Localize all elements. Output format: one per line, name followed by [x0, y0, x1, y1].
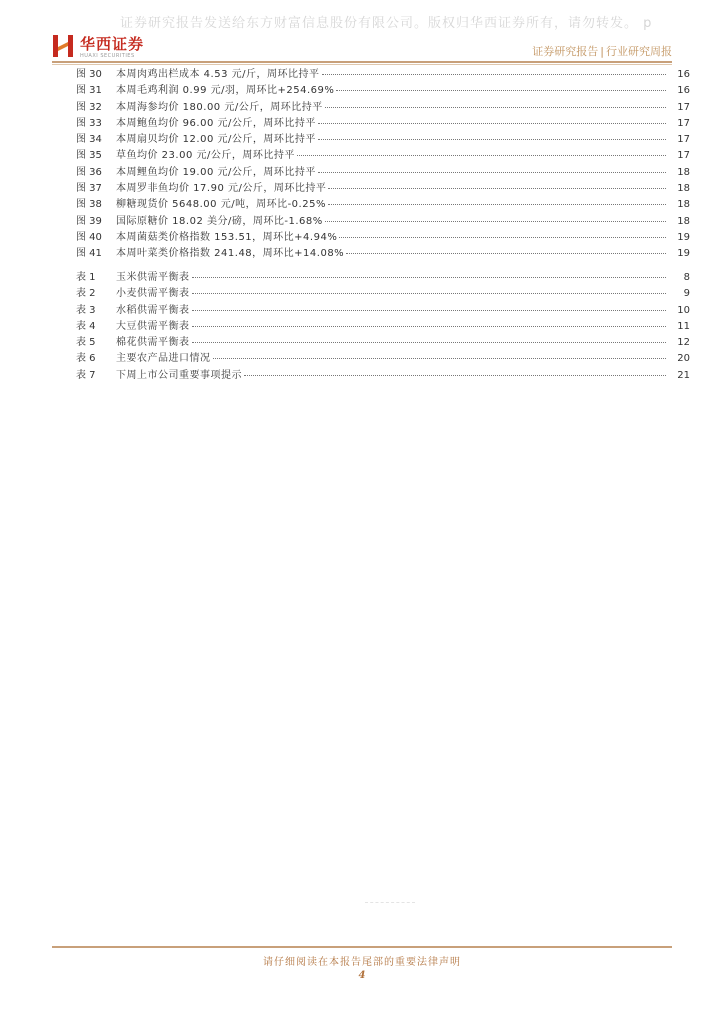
toc-dot-leader	[322, 73, 667, 75]
footer-rule	[52, 946, 672, 948]
brand-name: 华西证券	[80, 35, 145, 53]
toc-dot-leader	[325, 106, 666, 108]
toc-entry[interactable]	[76, 83, 690, 99]
toc-dot-leader	[318, 122, 666, 124]
toc-entry[interactable]	[76, 67, 690, 83]
report-category: 行业研究周报	[606, 45, 672, 58]
toc-entry-label: 图 36	[76, 166, 102, 178]
toc-entry-page: 12	[677, 337, 690, 349]
toc-entry-page: 18	[677, 166, 690, 178]
toc-entry[interactable]	[76, 181, 690, 197]
toc-entry-title: 本周海参均价 180.00 元/公斤，周环比持平	[116, 101, 323, 113]
toc-dot-leader	[318, 138, 666, 140]
toc-dot-leader	[192, 341, 667, 343]
toc-dot-leader	[192, 292, 667, 294]
huaxi-logo-icon	[52, 34, 74, 58]
toc-entry-label: 图 35	[76, 150, 102, 162]
report-header	[532, 43, 672, 59]
toc-entry-label: 图 39	[76, 215, 102, 227]
toc-entry-label: 表 3	[76, 304, 96, 316]
toc-dot-leader	[244, 374, 666, 376]
toc-entry-page: 17	[677, 101, 690, 113]
toc-dot-leader	[192, 325, 667, 327]
page-number: 4	[358, 970, 366, 981]
toc-entry-title: 国际原糖价 18.02 美分/磅，周环比-1.68%	[116, 215, 323, 227]
toc-entry[interactable]	[76, 351, 690, 367]
toc-entry-title: 本周扇贝均价 12.00 元/公斤，周环比持平	[116, 134, 316, 146]
header-separator: |	[600, 45, 604, 58]
toc-entry-label: 表 6	[76, 353, 96, 365]
header-rule-thin	[52, 64, 672, 65]
toc-entry-page: 20	[677, 353, 690, 365]
toc-entry-title: 本周叶菜类价格指数 241.48，周环比+14.08%	[116, 248, 345, 260]
toc-entry-label: 表 7	[76, 369, 96, 381]
toc-entry-title: 本周罗非鱼均价 17.90 元/公斤，周环比持平	[116, 183, 327, 195]
toc-entry[interactable]	[76, 116, 690, 132]
toc-entry-title: 本周菌菇类价格指数 153.51，周环比+4.94%	[116, 231, 338, 243]
toc-entry-title: 本周鲤鱼均价 19.00 元/公斤，周环比持平	[116, 166, 316, 178]
toc-entry-label: 图 41	[76, 248, 102, 260]
toc-entry[interactable]	[76, 303, 690, 319]
toc-entry[interactable]	[76, 270, 690, 286]
toc-dot-leader	[336, 89, 666, 91]
toc-entry-label: 图 33	[76, 117, 102, 129]
toc-entry[interactable]	[76, 246, 690, 262]
toc-entry[interactable]	[76, 100, 690, 116]
toc-entry-page: 19	[677, 231, 690, 243]
toc-entry[interactable]	[76, 286, 690, 302]
toc-entry[interactable]	[76, 230, 690, 246]
toc-entry-title: 柳糖现货价 5648.00 元/吨，周环比-0.25%	[116, 199, 326, 211]
toc-entry-title: 草鱼均价 23.00 元/公斤，周环比持平	[116, 150, 295, 162]
page-divider	[365, 902, 415, 903]
toc-entry-label: 表 4	[76, 320, 96, 332]
toc-entry-title: 水稻供需平衡表	[116, 304, 190, 316]
toc-dot-leader	[325, 220, 666, 222]
toc-entry-label: 表 2	[76, 288, 96, 300]
toc-entry-page: 16	[677, 85, 690, 97]
toc-entry-page: 19	[677, 248, 690, 260]
toc-entry-page: 16	[677, 69, 690, 80]
toc-entry-label: 图 34	[76, 134, 102, 146]
toc-dot-leader	[297, 154, 666, 156]
toc-entry-title: 棉花供需平衡表	[116, 337, 190, 349]
toc-entry-title: 玉米供需平衡表	[116, 272, 190, 283]
toc-dot-leader	[213, 357, 667, 359]
toc-dot-leader	[328, 187, 666, 189]
header-rule	[52, 61, 672, 63]
report-type: 证券研究报告	[532, 45, 599, 58]
toc-entry-title: 小麦供需平衡表	[116, 288, 190, 300]
toc-entry-title: 主要农产品进口情况	[116, 353, 211, 365]
toc-entry-title: 本周肉鸡出栏成本 4.53 元/斤，周环比持平	[116, 69, 320, 80]
toc-dot-leader	[339, 236, 666, 238]
toc-entry-page: 18	[677, 199, 690, 211]
toc-entry[interactable]	[76, 335, 690, 351]
table-list	[76, 270, 690, 384]
toc-entry-page: 11	[677, 320, 690, 332]
toc-entry[interactable]	[76, 214, 690, 230]
toc-dot-leader	[346, 252, 666, 254]
toc-entry-title: 本周毛鸡利润 0.99 元/羽，周环比+254.69%	[116, 85, 335, 97]
toc-entry[interactable]	[76, 368, 690, 384]
toc-entry-label: 图 40	[76, 231, 102, 243]
toc-entry-page: 8	[683, 272, 690, 283]
toc-entry-page: 9	[683, 288, 690, 300]
toc-dot-leader	[192, 309, 667, 311]
toc-entry[interactable]	[76, 132, 690, 148]
toc-entry-page: 21	[677, 369, 690, 381]
watermark-text: 证券研究报告发送给东方财富信息股份有限公司。版权归华西证券所有，请勿转发。 p	[120, 16, 653, 31]
toc-entry[interactable]	[76, 165, 690, 181]
toc-entry-title: 下周上市公司重要事项提示	[116, 369, 242, 381]
toc-entry-label: 图 38	[76, 199, 102, 211]
toc-entry[interactable]	[76, 319, 690, 335]
footer-disclaimer: 请仔细阅读在本报告尾部的重要法律声明	[263, 957, 461, 968]
toc-entry-page: 17	[677, 117, 690, 129]
toc-entry-title: 大豆供需平衡表	[116, 320, 190, 332]
toc-entry-title: 本周鲍鱼均价 96.00 元/公斤，周环比持平	[116, 117, 316, 129]
toc-entry-label: 图 30	[76, 69, 102, 80]
toc-entry-label: 图 31	[76, 85, 102, 97]
brand-subtitle: HUAXI SECURITIES	[80, 53, 135, 59]
toc-dot-leader	[318, 171, 666, 173]
toc-entry-label: 图 32	[76, 101, 102, 113]
toc-dot-leader	[192, 276, 667, 278]
toc-entry-label: 图 37	[76, 183, 102, 195]
toc-dot-leader	[328, 203, 666, 205]
toc-entry[interactable]	[76, 197, 690, 213]
toc-entry-page: 10	[677, 304, 690, 316]
toc-entry-page: 17	[677, 134, 690, 146]
brand-logo	[52, 32, 162, 62]
toc-entry-page: 17	[677, 150, 690, 162]
toc-entry-page: 18	[677, 183, 690, 195]
toc-entry-label: 表 5	[76, 337, 96, 349]
figure-list	[76, 67, 690, 263]
toc-entry-label: 表 1	[76, 272, 96, 283]
toc-entry-page: 18	[677, 215, 690, 227]
toc-entry[interactable]	[76, 148, 690, 164]
